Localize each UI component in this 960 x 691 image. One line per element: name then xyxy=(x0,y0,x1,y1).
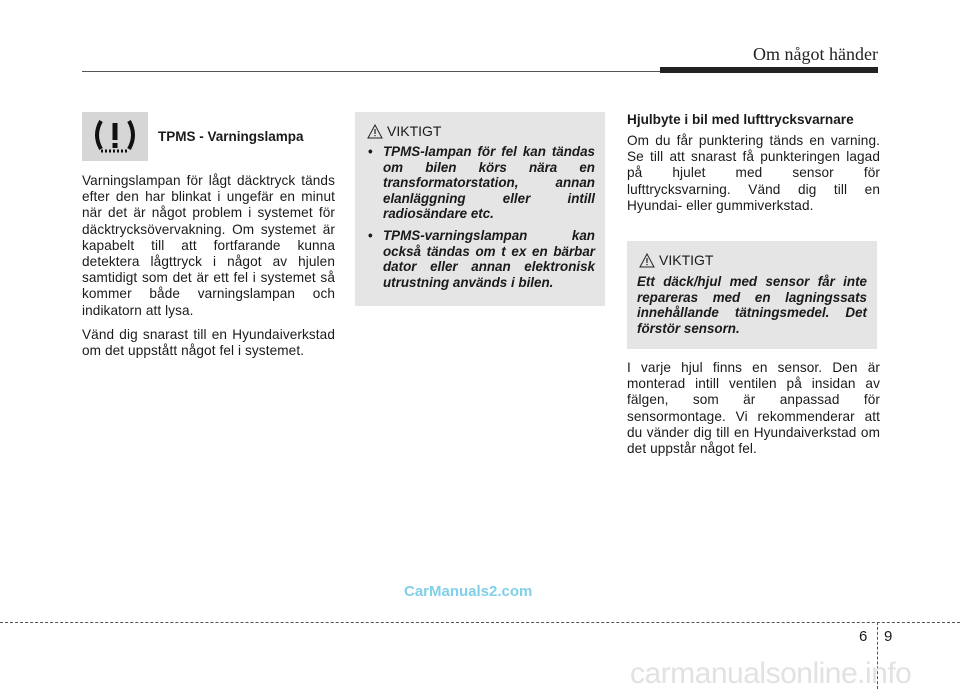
warning-heading xyxy=(367,120,595,142)
tpms-warning-icon xyxy=(82,112,148,161)
column-left xyxy=(82,112,335,367)
warning-triangle-icon xyxy=(639,253,655,268)
list-item: • TPMS-lampan för fel kan tändas om bilen körs nära en transformatorstation, annan elanläggning eller intill radiosändare etc. xyxy=(368,144,595,222)
tpms-label: TPMS - Varningslampa xyxy=(158,129,304,144)
paragraph: Vänd dig snarast till en Hyundaiverkstad om det uppstått något fel i systemet. xyxy=(82,326,335,359)
subheading: Hjulbyte i bil med lufttrycksvarnare xyxy=(627,112,854,127)
header-rule-thick xyxy=(660,67,878,73)
warning-heading-text: VIKTIGT xyxy=(387,123,442,139)
warning-triangle-icon xyxy=(367,124,383,139)
tpms-indicator-row xyxy=(82,112,335,161)
paragraph: I varje hjul finns en sensor. Den är monterad intill ventilen på insidan av fälgen, som är anpassad för sensormontage. Vi rekommenderar att du vänder dig till en Hyundaiverkstad om det uppstår något fel. xyxy=(627,360,880,457)
column-right-lower xyxy=(627,360,880,465)
list-item: • TPMS-varningslampan kan också tändas om t ex en bärbar dator eller annan elektronisk utrustning används i bilen. xyxy=(368,227,595,290)
chapter-number: 6 xyxy=(859,628,868,645)
warning-heading-text: VIKTIGT xyxy=(659,252,714,268)
section-title: Om något händer xyxy=(753,44,878,64)
header-rule xyxy=(82,71,662,72)
paragraph: Om du får punktering tänds en varning. Se till att snarast få punkteringen lagad på hjulet med sensor för lufttrycksvarning. Vänd dig till en Hyundai- eller gummiverkstad. xyxy=(627,133,880,213)
warning-heading xyxy=(639,249,867,271)
watermark: CarManuals2.com xyxy=(404,583,533,600)
warning-box xyxy=(627,241,877,349)
paragraph: Varningslampan för lågt däcktryck tänds efter den har blinkat i ungefär en minut när det är något problem i systemet för däcktrycksövervakning. Om systemet är kapabelt till att fortfarande kunna detektera lågttryck i något av hjulen samtidigt som det är ett fel i systemet så kommer både varningslampan och indikatorn att lysa. xyxy=(82,173,335,318)
page-number: 9 xyxy=(884,628,893,645)
warning-box xyxy=(355,112,605,306)
footer-rule xyxy=(0,622,960,623)
site-watermark: carmanualsonline.info xyxy=(630,657,912,690)
warning-list xyxy=(365,144,595,290)
warning-text: Ett däck/hjul med sensor får inte repareras med en lagningssats innehållande tätningsmedel. Det förstör sensorn. xyxy=(637,274,867,336)
column-right xyxy=(627,112,880,222)
